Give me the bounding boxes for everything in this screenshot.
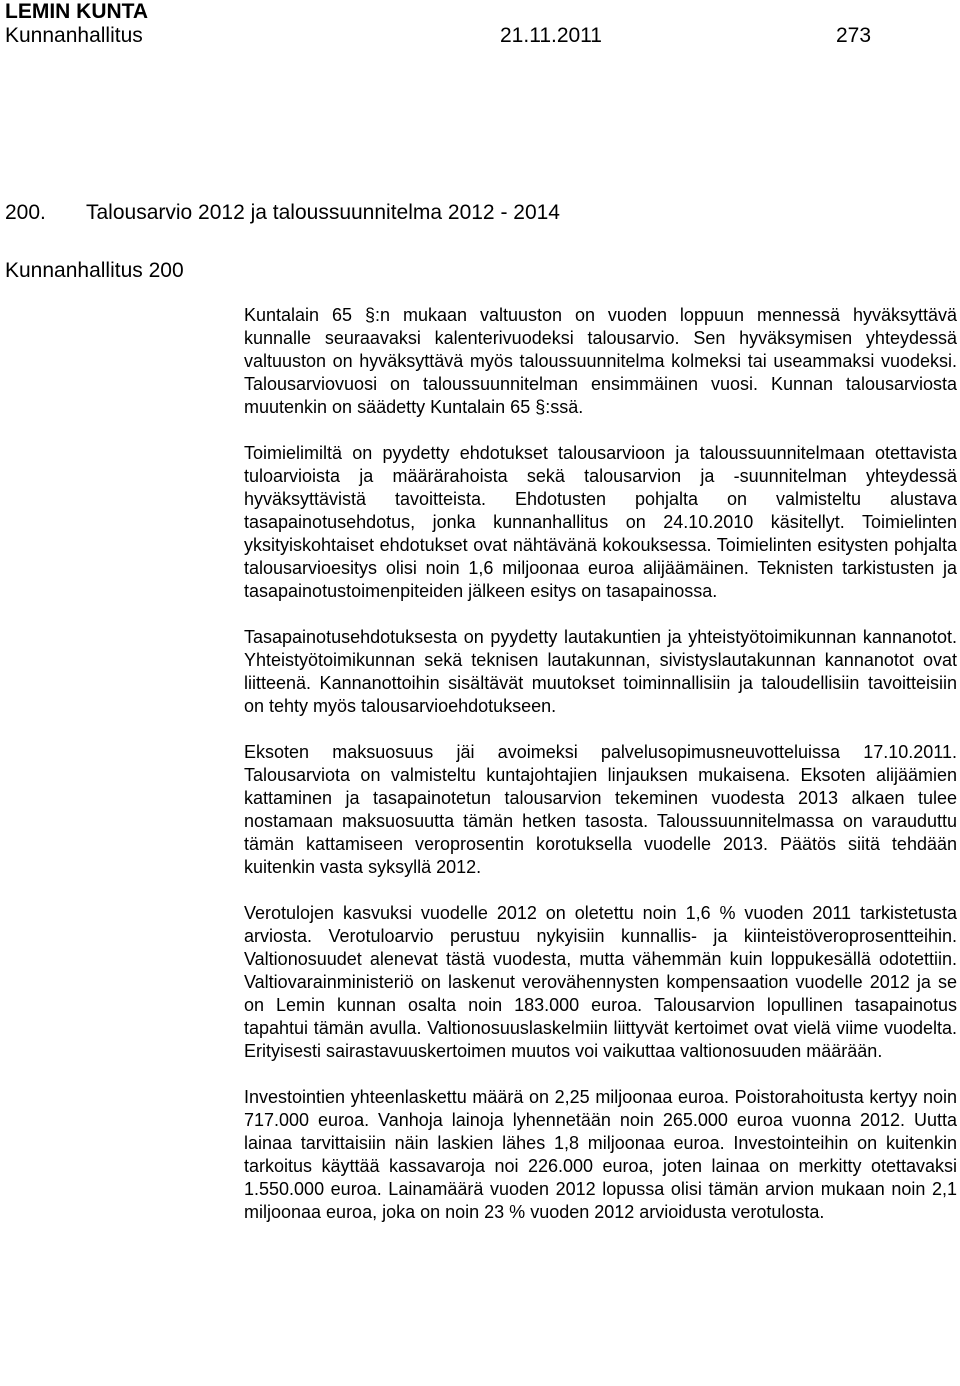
body-name: Kunnanhallitus [5,24,143,47]
item-title: Talousarvio 2012 ja taloussuunnitelma 2012 - 2014 [86,201,560,224]
organization-name: LEMIN KUNTA [5,0,149,23]
page-number: 273 [836,24,872,47]
item-number: 200. [5,201,46,224]
paragraph: Investointien yhteenlaskettu määrä on 2,25 miljoonaa euroa. Poistorahoitusta kertyy noin 717.000 euroa. Vanhoja lainoja lyhennetään noin 265.000 euroa vuonna 2012. Uutta lainaa tarvittaisiin näin laskien lähes 1,8 miljoonaa euroa. Investointeihin on kuitenkin tarkoitus käyttää kassavaroja noi 226.000 euroa, joten lainaa on merkitty otettavaksi 1.550.000 euroa. Lainamäärä vuoden 2012 lopussa olisi tämän arvion mukaan noin 2,1 miljoonaa euroa, joka on noin 23 % vuoden 2012 arvioidusta verotulosta. [244,1087,957,1222]
paragraph: Toimielimiltä on pyydetty ehdotukset talousarvioon ja taloussuunnitelmaan otettavista tuloarvioista ja määrärahoista sekä talousarvion ja -suunnitelman yhteydessä hyväksyttävistä tavoitteista. Ehdotusten pohjalta on valmisteltu alustava tasapainotusehdotus, jonka kunnanhallitus on 24.10.2010 käsitellyt. Toimielinten yksityiskohtaiset ehdotukset ovat nähtävänä kokouksessa. Toimielinten esitysten pohjalta talousarvioesitys olisi noin 1,6 miljoonaa euroa alijäämäinen. Teknisten tarkistusten ja tasapainotustoimenpiteiden jälkeen esitys on tasapainossa. [244,443,957,601]
paragraph: Kuntalain 65 §:n mukaan valtuuston on vuoden loppuun mennessä hyväksyttävä kunnalle seuraavaksi kalenterivuodeksi talousarvio. Sen hyväksymisen yhteydessä valtuuston on hyväksyttävä myös taloussuunnitelma kolmeksi tai useammaksi vuodeksi. Talousarviovuosi on taloussuunnitelman ensimmäinen vuosi. Kunnan talousarviosta muutenkin on säädetty Kuntalain 65 §:ssä. [244,305,957,417]
paragraph: Tasapainotusehdotuksesta on pyydetty lautakuntien ja yhteistyötoimikunnan kannanotot. Yhteistyötoimikunnan sekä teknisen lautakunnan, sivistyslautakunnan kannanotot ovat liitteenä. Kannanottoihin sisältävät muutokset toiminnallisiin ja taloudellisiin tavoitteisiin on tehty myös talousarvioehdotukseen. [244,627,957,716]
meeting-date: 21.11.2011 [500,24,602,47]
document-body [244,304,957,1247]
paragraph: Eksoten maksuosuus jäi avoimeksi palvelusopimusneuvotteluissa 17.10.2011. Talousarviota on valmisteltu kuntajohtajien linjauksen mukaisena. Eksoten alijäämien kattaminen ja tasapainotetun talousarvion tekeminen vuodesta 2013 alkaen tulee nostamaan maksuosuutta tämän hetken tasosta. Taloussuunnitelmassa on varauduttu tämän kattamiseen veroprosentin korotuksella vuodelle 2013. Päätös siitä tehdään kuitenkin vasta syksyllä 2012. [244,742,957,877]
meeting-reference: Kunnanhallitus 200 [5,259,184,282]
paragraph: Verotulojen kasvuksi vuodelle 2012 on oletettu noin 1,6 % vuoden 2011 tarkistetusta arviosta. Verotuloarvio perustuu nykyisiin kunnallis- ja kiinteistöveroprosentteihin. Valtionosuudet alenevat tästä vuodesta, mutta vähemmän kuin loppukesällä odotettiin. Valtiovarainministeriö on laskenut verovähennysten kompensaation vuodelle 2012 ja se on Lemin kunnan osalta noin 183.000 euroa. Talousarvion lopullinen tasapainotus tapahtui tämän avulla. Valtionosuuslaskelmiin liittyvät kertoimet ovat vielä viime vuodelta. Erityisesti sairastavuuskertoimen muutos voi vaikuttaa valtionosuuden määrään. [244,903,957,1061]
